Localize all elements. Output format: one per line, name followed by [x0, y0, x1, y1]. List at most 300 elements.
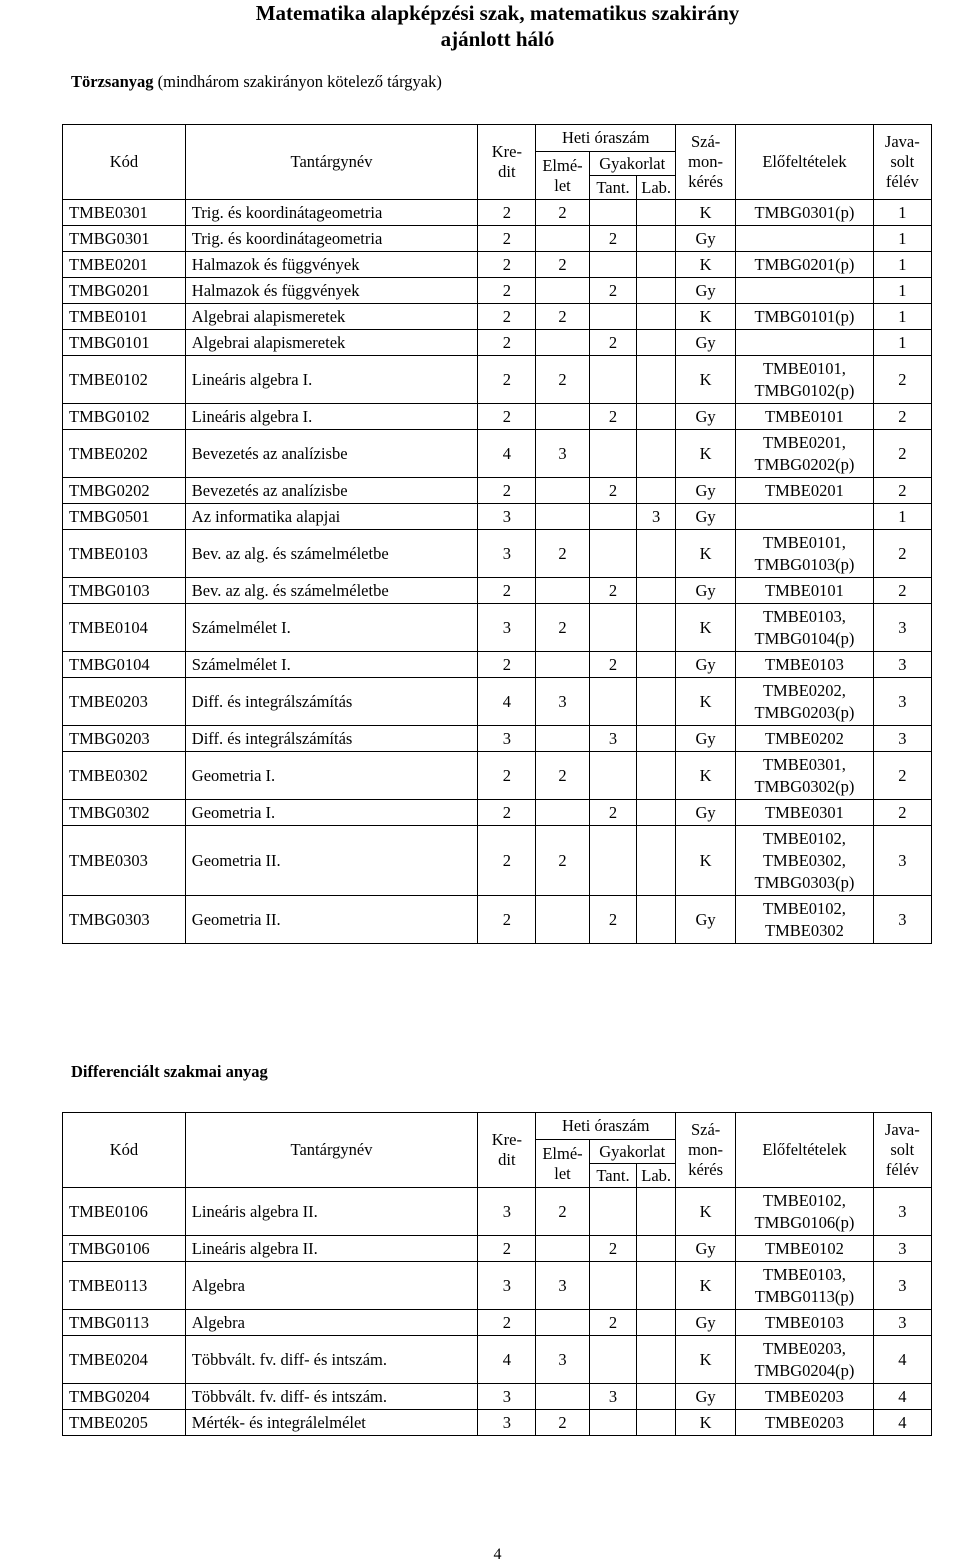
subject-code: TMBG0302: [63, 800, 186, 826]
table-row: [63, 826, 932, 896]
table-row: [63, 604, 932, 652]
prerequisite-item: TMBE0103,: [762, 1264, 846, 1284]
prerequisites: [736, 826, 873, 896]
practice-hours: [589, 1188, 637, 1236]
prerequisite-item: TMBG0201(p): [754, 254, 855, 274]
credit-value: 2: [478, 752, 536, 800]
prerequisites: [736, 226, 873, 252]
theory-hours: 2: [536, 826, 589, 896]
credit-value: 3: [478, 726, 536, 752]
credit-value: 2: [478, 304, 536, 330]
prerequisites: [736, 252, 873, 278]
recommended-semester: 3: [873, 652, 931, 678]
lab-hours: [637, 404, 676, 430]
recommended-semester: 1: [873, 504, 931, 530]
theory-hours: 2: [536, 752, 589, 800]
subject-code: TMBE0106: [63, 1188, 186, 1236]
practice-hours: [589, 1262, 637, 1310]
prerequisite-item: TMBE0302: [765, 920, 844, 940]
prerequisite-item: TMBE0202: [765, 728, 844, 748]
header-prerequisites: Előfeltételek: [736, 125, 873, 200]
subject-name: Geometria II.: [185, 896, 477, 944]
practice-hours: [589, 752, 637, 800]
subject-name: Lineáris algebra I.: [185, 356, 477, 404]
theory-hours: [536, 800, 589, 826]
subject-code: TMBG0103: [63, 578, 186, 604]
recommended-semester: 1: [873, 304, 931, 330]
section-title-differentiated-bold: Differenciált szakmai anyag: [71, 1062, 268, 1081]
assessment-type: Gy: [675, 800, 735, 826]
lab-hours: [637, 752, 676, 800]
credit-value: 2: [478, 826, 536, 896]
credit-value: 2: [478, 1236, 536, 1262]
recommended-semester: 2: [873, 478, 931, 504]
subject-name: Bev. az alg. és számelméletbe: [185, 578, 477, 604]
table-row: [63, 1410, 932, 1436]
recommended-semester: 4: [873, 1336, 931, 1384]
practice-hours: 2: [589, 226, 637, 252]
practice-hours: [589, 1410, 637, 1436]
credit-value: 4: [478, 678, 536, 726]
prerequisite-item: TMBE0202,: [762, 680, 846, 700]
practice-hours: 2: [589, 800, 637, 826]
lab-hours: [637, 200, 676, 226]
header-assessment: Szá- mon- kérés: [675, 125, 735, 200]
assessment-type: K: [675, 1188, 735, 1236]
subject-code: TMBE0101: [63, 304, 186, 330]
recommended-semester: 3: [873, 1262, 931, 1310]
prerequisite-item: TMBG0103(p): [754, 554, 855, 574]
subject-code: TMBE0113: [63, 1262, 186, 1310]
subject-name: Geometria II.: [185, 826, 477, 896]
table-row: [63, 678, 932, 726]
table-row: [63, 1262, 932, 1310]
table-row: [63, 726, 932, 752]
subject-code: TMBG0204: [63, 1384, 186, 1410]
subject-name: Geometria I.: [185, 752, 477, 800]
theory-hours: [536, 578, 589, 604]
subject-name: Lineáris algebra II.: [185, 1188, 477, 1236]
table-header: [63, 125, 932, 200]
assessment-type: Gy: [675, 1236, 735, 1262]
prerequisite-item: TMBG0303(p): [754, 872, 855, 892]
credit-value: 3: [478, 1410, 536, 1436]
lab-hours: [637, 652, 676, 678]
credit-value: 2: [478, 652, 536, 678]
assessment-type: K: [675, 430, 735, 478]
prerequisite-item: TMBE0301,: [762, 754, 846, 774]
prerequisite-item: TMBG0101(p): [754, 306, 855, 326]
credit-value: 3: [478, 504, 536, 530]
subject-name: Algebra: [185, 1310, 477, 1336]
theory-hours: 2: [536, 200, 589, 226]
credit-value: 2: [478, 800, 536, 826]
practice-hours: 2: [589, 1236, 637, 1262]
assessment-type: Gy: [675, 652, 735, 678]
lab-hours: [637, 726, 676, 752]
subject-name: Lineáris algebra I.: [185, 404, 477, 430]
header-semester: Java- solt félév: [873, 1113, 931, 1188]
subject-code: TMBE0204: [63, 1336, 186, 1384]
subject-code: TMBG0113: [63, 1310, 186, 1336]
subject-code: TMBG0203: [63, 726, 186, 752]
lab-hours: [637, 1188, 676, 1236]
subject-name: Számelmélet I.: [185, 604, 477, 652]
recommended-semester: 1: [873, 330, 931, 356]
theory-hours: [536, 404, 589, 430]
recommended-semester: 2: [873, 530, 931, 578]
lab-hours: [637, 678, 676, 726]
recommended-semester: 4: [873, 1410, 931, 1436]
prerequisite-item: TMBG0301(p): [754, 202, 855, 222]
section-title-core: [71, 72, 442, 92]
prerequisite-item: TMBE0201: [765, 480, 844, 500]
subject-name: Trig. és koordinátageometria: [185, 226, 477, 252]
section-title-core-bold: Törzsanyag: [71, 72, 154, 91]
credit-value: 2: [478, 896, 536, 944]
table-row: [63, 1236, 932, 1262]
practice-hours: [589, 304, 637, 330]
table-header: [63, 1113, 932, 1188]
subject-name: Lineáris algebra II.: [185, 1236, 477, 1262]
credit-value: 2: [478, 404, 536, 430]
subject-name: Algebrai alapismeretek: [185, 304, 477, 330]
header-code: Kód: [63, 1113, 186, 1188]
subject-name: Diff. és integrálszámítás: [185, 678, 477, 726]
prerequisites: [736, 478, 873, 504]
recommended-semester: 2: [873, 752, 931, 800]
prerequisite-item: TMBE0103: [765, 1312, 844, 1332]
header-code: Kód: [63, 125, 186, 200]
table-row: [63, 578, 932, 604]
recommended-semester: 2: [873, 356, 931, 404]
lab-hours: [637, 1410, 676, 1436]
header-tant: Tant.: [589, 176, 637, 200]
subject-name: Algebra: [185, 1262, 477, 1310]
table-row: [63, 404, 932, 430]
subject-name: Halmazok és függvények: [185, 278, 477, 304]
subject-name: Trig. és koordinátageometria: [185, 200, 477, 226]
theory-hours: [536, 1384, 589, 1410]
assessment-type: K: [675, 530, 735, 578]
theory-hours: 2: [536, 604, 589, 652]
practice-hours: 3: [589, 1384, 637, 1410]
subject-name: Az informatika alapjai: [185, 504, 477, 530]
prerequisites: [736, 678, 873, 726]
prerequisites: [736, 1384, 873, 1410]
prerequisite-item: TMBG0202(p): [754, 454, 855, 474]
assessment-type: K: [675, 304, 735, 330]
section-title-core-rest: (mindhárom szakirányon kötelező tárgyak): [153, 72, 442, 91]
theory-hours: 3: [536, 1336, 589, 1384]
credit-value: 2: [478, 578, 536, 604]
subject-code: TMBG0501: [63, 504, 186, 530]
lab-hours: 3: [637, 504, 676, 530]
header-practice: Gyakorlat: [589, 152, 675, 176]
credit-value: 3: [478, 604, 536, 652]
practice-hours: [589, 1336, 637, 1384]
assessment-type: K: [675, 1410, 735, 1436]
core-subjects-table: [62, 124, 932, 944]
section-title-differentiated: [71, 1062, 268, 1082]
assessment-type: Gy: [675, 330, 735, 356]
recommended-semester: 1: [873, 226, 931, 252]
prerequisite-item: TMBG0204(p): [754, 1360, 855, 1380]
lab-hours: [637, 896, 676, 944]
table-row: [63, 652, 932, 678]
prerequisites: [736, 1410, 873, 1436]
subject-name: Diff. és integrálszámítás: [185, 726, 477, 752]
table-row: [63, 530, 932, 578]
credit-value: 4: [478, 1336, 536, 1384]
recommended-semester: 2: [873, 578, 931, 604]
theory-hours: [536, 726, 589, 752]
table-row: [63, 252, 932, 278]
theory-hours: 2: [536, 304, 589, 330]
theory-hours: 3: [536, 678, 589, 726]
subject-code: TMBE0203: [63, 678, 186, 726]
theory-hours: [536, 896, 589, 944]
table-row: [63, 1336, 932, 1384]
prerequisites: [736, 330, 873, 356]
title-line-1: Matematika alapképzési szak, matematikus szakirány: [255, 1, 740, 25]
lab-hours: [637, 800, 676, 826]
practice-hours: [589, 604, 637, 652]
recommended-semester: 2: [873, 800, 931, 826]
header-theory: Elmé- let: [536, 1140, 589, 1188]
recommended-semester: 2: [873, 404, 931, 430]
practice-hours: 2: [589, 652, 637, 678]
subject-code: TMBE0301: [63, 200, 186, 226]
theory-hours: [536, 330, 589, 356]
document-title: [0, 0, 960, 52]
practice-hours: [589, 504, 637, 530]
header-semester: Java- solt félév: [873, 125, 931, 200]
credit-value: 2: [478, 478, 536, 504]
lab-hours: [637, 330, 676, 356]
prerequisites: [736, 752, 873, 800]
recommended-semester: 3: [873, 1310, 931, 1336]
header-lab: Lab.: [637, 176, 676, 200]
assessment-type: K: [675, 604, 735, 652]
credit-value: 4: [478, 430, 536, 478]
subject-name: Bev. az alg. és számelméletbe: [185, 530, 477, 578]
lab-hours: [637, 356, 676, 404]
table-row: [63, 896, 932, 944]
prerequisites: [736, 726, 873, 752]
table-row: [63, 226, 932, 252]
practice-hours: 2: [589, 278, 637, 304]
subject-name: Többvált. fv. diff- és intszám.: [185, 1384, 477, 1410]
assessment-type: K: [675, 252, 735, 278]
subject-name: Bevezetés az analízisbe: [185, 478, 477, 504]
lab-hours: [637, 252, 676, 278]
assessment-type: Gy: [675, 1310, 735, 1336]
prerequisite-item: TMBE0102: [765, 1238, 844, 1258]
subject-code: TMBG0301: [63, 226, 186, 252]
recommended-semester: 3: [873, 678, 931, 726]
recommended-semester: 4: [873, 1384, 931, 1410]
prerequisite-item: TMBE0101,: [762, 358, 846, 378]
subject-code: TMBE0103: [63, 530, 186, 578]
prerequisites: [736, 896, 873, 944]
recommended-semester: 3: [873, 826, 931, 896]
lab-hours: [637, 226, 676, 252]
prerequisite-item: TMBE0302,: [762, 850, 846, 870]
prerequisite-item: TMBE0101: [765, 406, 844, 426]
prerequisite-item: TMBE0203: [765, 1412, 844, 1432]
theory-hours: [536, 1310, 589, 1336]
prerequisite-item: TMBE0103,: [762, 606, 846, 626]
practice-hours: 2: [589, 330, 637, 356]
subject-name: Számelmélet I.: [185, 652, 477, 678]
core-subjects-body: [63, 200, 932, 944]
table-row: [63, 330, 932, 356]
practice-hours: 2: [589, 1310, 637, 1336]
prerequisite-item: TMBE0203,: [762, 1338, 846, 1358]
assessment-type: K: [675, 200, 735, 226]
table-row: [63, 304, 932, 330]
header-credit: Kre- dit: [478, 1113, 536, 1188]
subject-name: Halmazok és függvények: [185, 252, 477, 278]
lab-hours: [637, 826, 676, 896]
prerequisite-item: TMBG0113(p): [754, 1286, 855, 1306]
table-row: [63, 1310, 932, 1336]
assessment-type: K: [675, 356, 735, 404]
credit-value: 2: [478, 330, 536, 356]
theory-hours: [536, 652, 589, 678]
assessment-type: K: [675, 826, 735, 896]
table-row: [63, 1188, 932, 1236]
recommended-semester: 1: [873, 278, 931, 304]
header-credit: Kre- dit: [478, 125, 536, 200]
prerequisites: [736, 530, 873, 578]
credit-value: 2: [478, 278, 536, 304]
subject-code: TMBE0104: [63, 604, 186, 652]
header-subject: Tantárgynév: [185, 1113, 477, 1188]
prerequisite-item: TMBE0203: [765, 1386, 844, 1406]
practice-hours: 2: [589, 404, 637, 430]
prerequisite-item: TMBE0301: [765, 802, 844, 822]
practice-hours: 2: [589, 578, 637, 604]
table-row: [63, 478, 932, 504]
title-line-2: ajánlott háló: [440, 27, 555, 51]
assessment-type: K: [675, 678, 735, 726]
table-row: [63, 752, 932, 800]
prerequisite-item: TMBG0302(p): [754, 776, 855, 796]
prerequisites: [736, 1236, 873, 1262]
prerequisites: [736, 604, 873, 652]
theory-hours: 3: [536, 1262, 589, 1310]
subject-code: TMBE0201: [63, 252, 186, 278]
prerequisites: [736, 652, 873, 678]
subject-code: TMBE0303: [63, 826, 186, 896]
practice-hours: [589, 356, 637, 404]
differentiated-subjects-table: [62, 1112, 932, 1436]
page-number: 4: [493, 1546, 502, 1563]
lab-hours: [637, 278, 676, 304]
lab-hours: [637, 530, 676, 578]
recommended-semester: 3: [873, 726, 931, 752]
table-row: [63, 200, 932, 226]
prerequisite-item: TMBG0102(p): [754, 380, 855, 400]
assessment-type: Gy: [675, 578, 735, 604]
assessment-type: Gy: [675, 226, 735, 252]
prerequisites: [736, 1262, 873, 1310]
lab-hours: [637, 1262, 676, 1310]
subject-name: Algebrai alapismeretek: [185, 330, 477, 356]
credit-value: 2: [478, 226, 536, 252]
prerequisite-item: TMBG0104(p): [754, 628, 855, 648]
recommended-semester: 3: [873, 896, 931, 944]
recommended-semester: 1: [873, 200, 931, 226]
prerequisite-item: TMBE0101: [765, 580, 844, 600]
header-prerequisites: Előfeltételek: [736, 1113, 873, 1188]
header-weekly-hours: Heti óraszám: [536, 125, 675, 152]
lab-hours: [637, 478, 676, 504]
theory-hours: [536, 1236, 589, 1262]
practice-hours: 2: [589, 896, 637, 944]
practice-hours: 2: [589, 478, 637, 504]
practice-hours: [589, 678, 637, 726]
table-row: [63, 356, 932, 404]
subject-name: Mérték- és integrálelmélet: [185, 1410, 477, 1436]
subject-code: TMBE0205: [63, 1410, 186, 1436]
assessment-type: Gy: [675, 896, 735, 944]
assessment-type: Gy: [675, 726, 735, 752]
theory-hours: [536, 478, 589, 504]
recommended-semester: 1: [873, 252, 931, 278]
subject-code: TMBG0101: [63, 330, 186, 356]
subject-code: TMBG0303: [63, 896, 186, 944]
theory-hours: 3: [536, 430, 589, 478]
practice-hours: [589, 252, 637, 278]
table-row: [63, 278, 932, 304]
subject-name: Többvált. fv. diff- és intszám.: [185, 1336, 477, 1384]
theory-hours: [536, 226, 589, 252]
theory-hours: 2: [536, 1410, 589, 1436]
lab-hours: [637, 430, 676, 478]
prerequisites: [736, 504, 873, 530]
theory-hours: 2: [536, 1188, 589, 1236]
lab-hours: [637, 1236, 676, 1262]
header-subject: Tantárgynév: [185, 125, 477, 200]
assessment-type: Gy: [675, 404, 735, 430]
header-lab: Lab.: [637, 1164, 676, 1188]
table-row: [63, 504, 932, 530]
differentiated-subjects-body: [63, 1188, 932, 1436]
assessment-type: Gy: [675, 1384, 735, 1410]
lab-hours: [637, 1384, 676, 1410]
prerequisites: [736, 800, 873, 826]
prerequisites: [736, 430, 873, 478]
credit-value: 3: [478, 1384, 536, 1410]
prerequisite-item: TMBE0102,: [762, 898, 846, 918]
prerequisite-item: TMBG0106(p): [754, 1212, 855, 1232]
assessment-type: K: [675, 1262, 735, 1310]
subject-code: TMBE0302: [63, 752, 186, 800]
prerequisites: [736, 1310, 873, 1336]
prerequisite-item: TMBG0203(p): [754, 702, 855, 722]
recommended-semester: 3: [873, 1236, 931, 1262]
prerequisite-item: TMBE0102,: [762, 1190, 846, 1210]
prerequisite-item: TMBE0101,: [762, 532, 846, 552]
prerequisites: [736, 1336, 873, 1384]
prerequisites: [736, 278, 873, 304]
credit-value: 3: [478, 1188, 536, 1236]
header-theory: Elmé- let: [536, 152, 589, 200]
recommended-semester: 3: [873, 1188, 931, 1236]
